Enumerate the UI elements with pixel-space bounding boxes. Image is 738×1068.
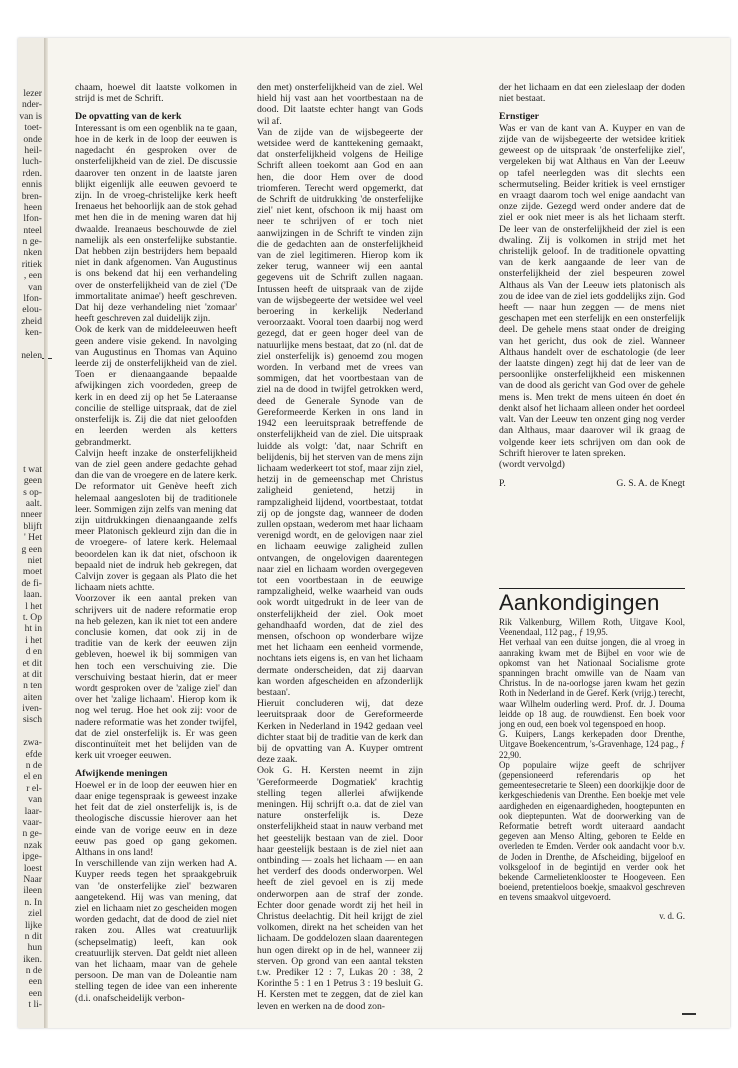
- paragraph: Hoewel er in de loop der eeuwen hier en daar enige tegenspraak is geweest inzake het feit dat de ziel onsterfelijk is, is de theologische discussie hierover aan het einde van de vorige eeuw en in deze eeuw pas goed op gang gekomen. Althans in ons land!: [75, 779, 237, 859]
- edge-fragment: toet-: [24, 122, 42, 134]
- edge-fragment: ' Het: [24, 532, 42, 544]
- edge-fragment: niet: [27, 555, 42, 567]
- column-3-intro: der het lichaam en dat een zieleslaap der doden niet bestaat.: [499, 82, 685, 105]
- edge-fragment: [18, 430, 42, 441]
- edge-fragment: efde: [25, 748, 42, 760]
- edge-fragment: el en: [23, 771, 42, 783]
- edge-fragment: Naar: [23, 873, 42, 885]
- edge-fragment: ennis: [21, 179, 42, 191]
- edge-fragment: ken-: [24, 327, 42, 339]
- edge-fragment: at dit: [22, 668, 42, 680]
- scanned-page: [18, 38, 730, 1028]
- edge-fragment: ileen: [23, 885, 42, 897]
- edge-fragment: lijke: [24, 919, 42, 931]
- edge-fragment: n. In: [24, 896, 42, 908]
- edge-fragment: lfon-: [23, 213, 42, 225]
- edge-fragment: d en: [25, 646, 42, 658]
- edge-fragment: t wat: [23, 463, 42, 475]
- paragraph: Was er van de kant van A. Kuyper en van de zijde van de wijsbegeerte der wetsidee kritiek geweest op de uitspraak 'de onsterfelijke ziel', vergeleken bij wat Althaus en Van der Leeuw op tafel neerlegden was dit slechts een schermutseling. Beider kritiek is veel ernstiger en vraagt daarom toch wel enige aandacht van onze zijde. Gezegd werd onder andere dat de ziel er ook niet meer is als het lichaam sterft. De leer van de onsterfelijkheid der ziel is een dwaling. Zij is volkomen in strijd met het christelijk geloof. In de traditionele opvatting van de kerk aangaande de leer van de onsterfelijkheid der ziel bespeuren zowel Althaus als Van der Leeuw iets platonisch als zou de idee van de ziel iets goddelijks zijn. God heeft — naar hun zeggen — de mens niet geschapen met een sterfelijk en een onsterfelijk deel. De gehele mens staat onder de dreiging van het gericht, dus ook de ziel. Wanneer Althaus handelt over de eschatologie (de leer der laatste dingen) zegt hij dat de leer van de persoonlijke onsterfelijkheid een miskennen van de dood als gericht van God over de gehele mens is. Men trekt de mens uiteen én doet én denkt alsof het lichaam alleen onder het oordeel valt. Van der Leeuw ten onzent ging nog verder dan Althaus, maar daarover wil ik graag de volgende keer iets schrijven om dan ook de Schrift hierover te laten spreken.: [499, 122, 685, 459]
- edge-fragment: [18, 441, 42, 452]
- edge-fragment: nelen: [21, 349, 42, 361]
- previous-page-edge-text: [18, 88, 42, 1018]
- edge-fragment: [18, 384, 42, 395]
- edge-fragment: l het: [25, 600, 42, 612]
- edge-fragment: nken: [23, 247, 42, 259]
- edge-fragment: elou-: [22, 304, 42, 316]
- page-fold: [44, 38, 48, 1028]
- edge-fragment: t li-: [28, 999, 42, 1011]
- paragraph: Voorzover ik een aantal preken van schrijvers uit de nadere reformatie erop na heb gelezen, kan ik niet tot een andere conclusie komen, dat ook zij in de traditie van de kerk der eeuwen zijn gebleven, hoewel ik bij sommigen van hen toch een verschuiving zie. Die verschuiving bestaat hierin, dat er meer wordt gesproken over de 'zalige ziel' dan over het 'zalige lichaam'. Hierop kom ik nog wel terug. Hoe het ook zij: voor de nadere reformatie was het zonder twijfel, dat de ziel onsterfelijk is. Er was geen discontinuïteit met het belijden van de kerk uit vroeger eeuwen.: [75, 593, 237, 762]
- edge-fragment: iken.: [23, 953, 42, 965]
- paragraph: Interessant is om een ogenblik na te gaan, hoe in de kerk in de loop der eeuwen is nagedacht én gesproken over de onsterfelijkheid van de ziel. De discussie daarover ten onzent in de laatste jaren blijkt eigenlijk alle eeuwen gevoerd te zijn. In de vroeg-christelijke kerk heeft Irenaeus het behoorlijk aan de stok gehad met hen die in de mening waren dat hij dwaalde. Ireanaeus beschouwde de ziel namelijk als een onsterfelijke substantie. Dat hebben zijn bestrijders hem bepaald niet in dank afgenomen. Van Augustinus is ons bekend dat hij een verhandeling over de onsterfelijkheid van de ziel ('De immortalitate animae') heeft geschreven. Dat hij deze verhandeling niet 'zomaar' heeft geschreven zal duidelijk zijn.: [75, 122, 237, 325]
- edge-fragment: [18, 453, 42, 464]
- edge-fragment: [18, 396, 42, 407]
- edge-fragment: ht in: [24, 623, 42, 635]
- edge-fragment: van is: [19, 110, 42, 122]
- edge-fragment: laar-: [24, 805, 42, 817]
- edge-fragment: luch-: [22, 156, 42, 168]
- announcement-2-header: G. Kuipers, Langs kerkepaden door Drenthe, Uitgave Boekencentrum, 's-Gravenhage, 124 pag., ƒ 22,90.: [499, 729, 685, 760]
- edge-fragment: bren-: [21, 190, 42, 202]
- paragraph: Van de zijde van de wijsbegeerte der wetsidee werd de kanttekening gemaakt, dat onsterfelijkheid volgens de Heilige Schrift alleen toekomt aan God en aan hen, die door Hem over de dood triomferen. Terecht werd opgemerkt, dat de Schrift de uitdrukking 'de onsterfelijke ziel' niet kent, ofschoon ik mij haast om neer te schrijven of er toch niet aanwijzingen in de Schrift te vinden zijn die de gedachten aan de onsterfelijkheid van de ziel legitimeren. Hierop kom ik zeker terug, wanneer wij een aantal gegevens uit de Schrift zullen nagaan. Intussen heeft de uitspraak van de zijde van de wijsbegeerte der wetsidee wel veel beroering in kerkelijk Nederland veroorzaakt. Vooral toen daarbij nog werd gezegd, dat er geen hoger deel van de natuurlijke mens bestaat, dat zo (nl. dat de ziel onsterfelijk is) genoemd zou mogen worden. In verband met de vrees van sommigen, dat het voortbestaan van de ziel na de dood in twijfel getrokken werd, deed de Generale Synode van de Gereformeerde Kerken in ons land in 1942 een leeruitspraak betreffende de onsterfelijkheid van de ziel. Die uitspraak luidde als volgt: 'dat, naar Schrift en belijdenis, bij het sterven van de mens zijn lichaam wederkeert tot stof, maar zijn ziel, hetzij in de gemeenschap met Christus zaligheid genietend, hetzij in rampzaligheid lijdend, voortbestaat, totdat zij op de jongste dag, wanneer de doden zullen opstaan, wederom met haar lichaam verenigd wordt, en de gelovigen naar ziel en lichaam eeuwige zaligheid zullen ontvangen, de ongelovigen daarentegen naar ziel en lichaam worden overgegeven tot een voortbestaan in de eeuwige rampzaligheid, welke waarheid van ouds ook wordt uitgedrukt in de leer van de onsterfelijkheid der ziel. Ook moet gehandhaafd worden, dat de ziel des mensen, ofschoon op wonderbare wijze met het lichaam een eenheid vormende, nochtans iets eigens is, en van het lichaam dermate onderscheiden, dat zij daarvan kan worden afgescheiden en afzonderlijk bestaan'.: [257, 126, 423, 698]
- edge-fragment: n ten: [23, 680, 42, 692]
- edge-fragment: heen: [23, 201, 42, 213]
- to-be-continued: (wordt vervolgd): [499, 458, 565, 470]
- edge-fragment: [18, 373, 42, 384]
- heading-afwijkende-meningen: Afwijkende meningen: [75, 768, 168, 780]
- edge-fragment: blijft: [23, 520, 42, 532]
- paragraph: den met) onsterfelijkheid van de ziel. Wel hield hij vast aan het voortbestaan na de dood. Dit laatste echter hangt van Gods wil af.: [257, 82, 423, 127]
- author-signature: [499, 478, 685, 489]
- paragraph: Ook de kerk van de middeleeuwen heeft geen andere visie gekend. In navolging van Augustinus en Thomas van Aquino leerde zij de onsterfelijkheid van de ziel. Toen er dienaangaande bepaalde afwijkingen zich voordeden, greep de kerk in en deed zij op het 5e Lateraanse concilie de stellige uitspraak, dat de ziel onsterfelijk is. Zij die dat niet geloofden en leerden werden als ketters gebrandmerkt.: [75, 324, 237, 448]
- edge-fragment: ziel: [28, 908, 42, 920]
- edge-fragment: n dit: [24, 930, 42, 942]
- edge-fragment: n de: [25, 760, 42, 772]
- edge-fragment: nneer: [20, 509, 42, 521]
- column-1: [75, 82, 237, 1004]
- edge-fragment: zwa-: [23, 737, 42, 749]
- edge-fragment: nteel: [23, 224, 42, 236]
- edge-fragment: iven-: [22, 703, 42, 715]
- edge-fragment: t. Op: [22, 611, 42, 623]
- page-corner-mark: [682, 1013, 696, 1015]
- edge-fragment: [18, 407, 42, 418]
- edge-fragment: een: [28, 976, 42, 988]
- edge-fragment: de fi-: [21, 577, 42, 589]
- edge-fragment: nder-: [21, 99, 42, 111]
- column-3: [499, 82, 685, 489]
- edge-fragment: geen: [23, 475, 42, 487]
- paragraph: In verschillende van zijn werken had A. Kuyper reeds tegen het spraakgebruik van 'de onsterfelijke ziel' bezwaren aangetekend. Hij was van mening, dat ziel en lichaam niet zo gescheiden mogen worden gedacht, dat de dood de ziel niet raken zou. Alles wat creatuurlijk (schepselmatig) leeft, kan ook creatuurlijk sterven. Dat geldt niet alleen van het lichaam, maar van de gehele persoon. De man van de Doleantie nam stelling tegen de idee van een inherente (d.i. onafscheidelijk verbon-: [75, 858, 237, 1004]
- announcements-rule: [499, 588, 685, 589]
- edge-fragment: nzak: [23, 839, 42, 851]
- edge-fragment: hun: [27, 942, 42, 954]
- signature-place: P.: [499, 478, 506, 490]
- heading-ernstiger: Ernstiger: [499, 111, 540, 123]
- edge-fragment: i het: [25, 634, 42, 646]
- announcement-1-header: Rik Valkenburg, Willem Roth, Uitgave Kool, Veenendaal, 112 pag., ƒ 19,95.: [499, 617, 685, 638]
- edge-fragment: g een: [21, 543, 42, 555]
- signature-author: G. S. A. de Knegt: [616, 478, 685, 490]
- paragraph: Hieruit concluderen wij, dat deze leeruitspraak door de Gereformeerde Kerken in Nederland in 1942 gedaan veel dichter staat bij de traditie van de kerk dan bij de opvatting van A. Kuyper omtrent deze zaak.: [257, 698, 423, 766]
- edge-fragment: aiten: [23, 691, 42, 703]
- edge-fragment: aalt.: [25, 498, 42, 510]
- edge-fragment: [18, 726, 42, 737]
- edge-fragment: , een: [23, 270, 42, 282]
- edge-fragment: [18, 418, 42, 429]
- heading-opvatting-kerk: De opvatting van de kerk: [75, 111, 182, 123]
- announcement-1-body: Het verhaal van een duitse jongen, die al vroeg in aanraking kwam met de Bijbel en voor wie de opkomst van het Nationaal Socialisme grote spanningen bracht omwille van de Naam van Christus. In de na-oorlogse jaren kwam het gezin Roth in Nederland in de Geref. Kerk (vrijg.) terecht, waar Wilhelm ouderling werd. Prof. dr. J. Douma leidde op 18 aug. de rouwdienst. Een boek voor jong en oud, een boek vol tegenspoed en hoop.: [499, 637, 685, 730]
- edge-fragment: n ge-: [22, 236, 42, 248]
- edge-fragment: onde: [23, 133, 42, 145]
- edge-fragment: r el-: [26, 782, 42, 794]
- edge-fragment: lfon-: [23, 293, 42, 305]
- edge-fragment: sisch: [22, 714, 42, 726]
- edge-fragment: laan.: [23, 589, 42, 601]
- edge-fragment: et dit: [22, 657, 42, 669]
- edge-fragment: van: [28, 794, 42, 806]
- announcement-2-body: Op populaire wijze geeft de schrijver (gepensioneerd referendaris op het gemeentesecretarie te Sleen) een doorkijkje door de kerkgeschiedenis van Drenthe. Een boekje met vele aardigheden en eigenaardigheden, hoogtepunten en ook dieptepunten. Wat de doorwerking van de Reformatie betreft wordt uiteraard aandacht gegeven aan Menso Alting, geboren te Eelde en overleden te Emden. Verder ook aandacht voor b.v. de Joden in Drenthe, de Afscheiding, bijgeloof en volksgeloof in de begintijd en verder ook het bekende Carmelietenklooster te Hoogeveen. Een boeiend, pretentieloos boekje, smaakvol geschreven en tevens smaakvol uitgevoerd.: [499, 759, 685, 903]
- edge-fragment: lezer: [23, 88, 42, 99]
- edge-fragment: vaar-: [22, 817, 42, 828]
- edge-fragment: rden.: [22, 167, 42, 179]
- edge-fragment: van: [28, 281, 42, 293]
- edge-fragment: n ge-: [22, 828, 42, 840]
- edge-fragment: loest: [23, 862, 42, 874]
- announcements-signature: v. d. G.: [659, 910, 685, 921]
- paragraph: Ook G. H. Kersten neemt in zijn 'Gereformeerde Dogmatiek' krachtig stelling tegen allerlei afwijkende meningen. Hij schrijft o.a. dat de ziel van nature onsterfelijk is. Deze onsterfelijkheid staat in nauw verband met het geestelijk bestaan van de ziel. Door haar geestelijk bestaan is de ziel niet aan ontbinding — zoals het lichaam — en aan het verderf des doods onderworpen. Wel heeft de ziel gevoel en is zij mede onderworpen aan de straf der zonde. Echter door genade wordt zij het heil in Christus deelachtig. Dit heil krijgt de ziel volkomen, direkt na het scheiden van het lichaam. De goddelozen slaan daarentegen hun ogen direkt op in de hel, wanneer zij sterven. Op grond van een aantal teksten t.w. Prediker 12 : 7, Lukas 20 : 38, 2 Korinthe 5 : 1 en 1 Petrus 3 : 19 besluit G. H. Kersten met te zeggen, dat de ziel kan leven en werken na de dood zon-: [257, 765, 423, 1012]
- edge-fragment: heil-: [24, 144, 42, 156]
- announcements-section: [499, 591, 685, 921]
- announcements-title: Aankondigingen: [499, 590, 660, 615]
- edge-fragment: s op-: [23, 486, 42, 498]
- paragraph: Calvijn heeft inzake de onsterfelijkheid van de ziel geen andere gedachte gehad dan die van de vroegere en de latere kerk. De reformator uit Genève heeft zich helemaal aangesloten bij de traditionele leer. Sommigen zijn zelfs van mening dat zijn uitdrukkingen dienaangaande zelfs meer Platonisch gekleurd zijn dan die in de vroegere- of latere kerk. Helemaal beoordelen kan ik dat niet, ofschoon ik bepaald niet de indruk heb gekregen, dat Calvijn zover is gegaan als Plato die het lichaam niets achtte.: [75, 447, 237, 594]
- edge-fragment: een: [28, 987, 42, 999]
- column-1-intro: chaam, hoewel dit laatste volkomen in strijd is met de Schrift.: [75, 82, 237, 105]
- edge-fragment: n de: [25, 965, 42, 977]
- edge-fragment: moet: [22, 566, 42, 578]
- edge-fragment: ritiek: [21, 258, 42, 270]
- column-2: [257, 82, 423, 1012]
- edge-fragment: ipge-: [22, 851, 42, 863]
- edge-fragment: [18, 361, 42, 372]
- edge-fragment: zheid: [21, 315, 42, 327]
- edge-fragment: [18, 339, 42, 350]
